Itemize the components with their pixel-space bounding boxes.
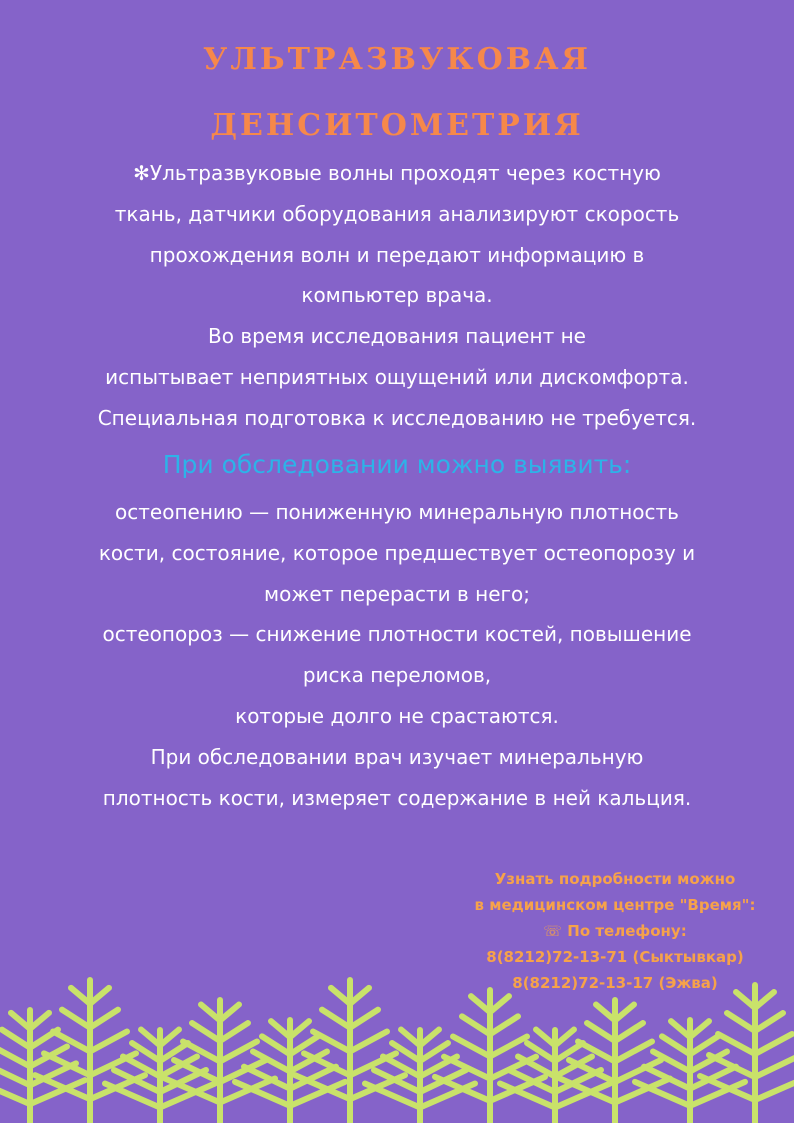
- findings-line: При обследовании врач изучает минеральную: [150, 744, 644, 769]
- findings-line: может перерасти в него;: [264, 581, 530, 606]
- pine-tree-icon: [365, 1030, 475, 1123]
- findings-line: остеопению — пониженную минеральную плотность: [115, 500, 679, 524]
- phone-link[interactable]: 8(8212)72-13-71 (Сыктывкар): [486, 948, 744, 966]
- pine-tree-icon: [165, 1000, 275, 1123]
- intro-line: прохождения волн и передают информацию в: [149, 242, 645, 267]
- title-line-2: ДЕНСИТОМЕТРИЯ: [210, 108, 584, 143]
- intro-paragraph: [40, 153, 754, 439]
- contact-line: Узнать подробности можно: [494, 870, 736, 888]
- phone-link[interactable]: 8(8212)72-13-17 (Эжва): [512, 974, 718, 992]
- intro-line: Специальная подготовка к исследованию не требуется.: [97, 405, 697, 430]
- pine-tree-icon: [235, 1020, 345, 1123]
- pine-tree-icon: [295, 980, 405, 1123]
- findings-line: кости, состояние, которое предшествует остеопорозу и: [98, 540, 696, 565]
- findings-line: остеопороз — снижение плотности костей, повышение: [102, 622, 692, 647]
- phone-label: ☏ По телефону:: [543, 922, 687, 940]
- pine-tree-icon: [635, 1020, 745, 1123]
- findings-line: риска переломов,: [302, 663, 492, 688]
- title-line-1: УЛЬТРАЗВУКОВАЯ: [203, 42, 591, 77]
- findings-paragraph: [40, 492, 754, 818]
- intro-line: испытывает неприятных ощущений или дискомфорта.: [105, 364, 689, 389]
- intro-line: ✻Ультразвуковые волны проходят через костную: [133, 161, 661, 185]
- intro-line: компьютер врача.: [301, 283, 493, 308]
- pine-tree-icon: [560, 1000, 670, 1123]
- findings-line: плотность кости, измеряет содержание в ней кальция.: [102, 785, 692, 810]
- findings-line: которые долго не срастаются.: [235, 703, 559, 728]
- pine-trees-decoration: [0, 960, 794, 1123]
- intro-line: ткань, датчики оборудования анализируют скорость: [114, 201, 680, 226]
- pine-tree-icon: [105, 1030, 215, 1123]
- pine-tree-icon: [700, 985, 794, 1123]
- contact-line: в медицинском центре "Время":: [474, 896, 756, 914]
- section-heading: При обследовании можно выявить:: [162, 450, 632, 479]
- intro-line: Во время исследования пациент не: [208, 324, 586, 349]
